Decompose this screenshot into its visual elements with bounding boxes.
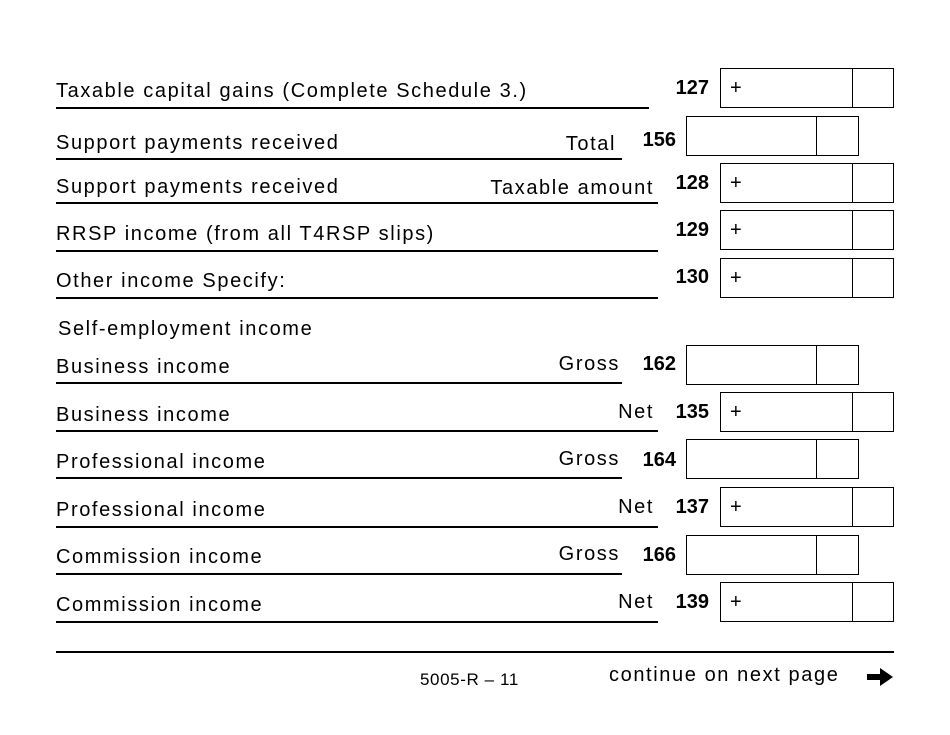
line-underline bbox=[56, 297, 658, 299]
plus-sign: + bbox=[730, 496, 742, 518]
amount-field-162[interactable] bbox=[686, 345, 859, 385]
line-label: Support payments received bbox=[56, 132, 340, 154]
line-code: 162 bbox=[642, 353, 676, 375]
section-heading: Self-employment income bbox=[58, 318, 314, 340]
line-code: 129 bbox=[675, 219, 709, 241]
plus-sign: + bbox=[730, 591, 742, 613]
line-label: Other income Specify: bbox=[56, 270, 287, 292]
line-code: 128 bbox=[675, 172, 709, 194]
cents-field-156[interactable] bbox=[817, 117, 858, 155]
line-code: 164 bbox=[642, 449, 676, 471]
amount-field-137[interactable] bbox=[720, 487, 894, 527]
line-right-label: Net bbox=[618, 496, 654, 518]
line-label: Commission income bbox=[56, 594, 264, 616]
line-right-label: Gross bbox=[558, 448, 620, 470]
line-right-label: Total bbox=[565, 133, 616, 155]
line-underline bbox=[56, 621, 658, 623]
cents-field-127[interactable] bbox=[853, 69, 893, 107]
amount-field-135[interactable] bbox=[720, 392, 894, 432]
line-underline bbox=[56, 573, 622, 575]
cents-field-135[interactable] bbox=[853, 393, 893, 431]
plus-sign: + bbox=[730, 77, 742, 99]
plus-sign: + bbox=[730, 267, 742, 289]
line-code: 130 bbox=[675, 266, 709, 288]
line-right-label: Gross bbox=[558, 353, 620, 375]
line-code: 156 bbox=[642, 129, 676, 151]
line-code: 127 bbox=[675, 77, 709, 99]
line-code: 135 bbox=[675, 401, 709, 423]
line-right-label: Net bbox=[618, 401, 654, 423]
line-code: 139 bbox=[675, 591, 709, 613]
cents-field-166[interactable] bbox=[817, 536, 858, 574]
cents-field-162[interactable] bbox=[817, 346, 858, 384]
line-label: Taxable capital gains (Complete Schedule 3.) bbox=[56, 80, 528, 102]
cents-field-164[interactable] bbox=[817, 440, 858, 478]
line-code: 137 bbox=[675, 496, 709, 518]
line-right-label: Net bbox=[618, 591, 654, 613]
amount-field-139[interactable] bbox=[720, 582, 894, 622]
amount-field-164[interactable] bbox=[686, 439, 859, 479]
line-label: Support payments received bbox=[56, 176, 340, 198]
line-underline bbox=[56, 250, 658, 252]
line-underline bbox=[56, 477, 622, 479]
line-underline bbox=[56, 382, 622, 384]
amount-field-166[interactable] bbox=[686, 535, 859, 575]
line-label: Business income bbox=[56, 404, 232, 426]
cents-field-128[interactable] bbox=[853, 164, 893, 202]
plus-sign: + bbox=[730, 219, 742, 241]
cents-field-139[interactable] bbox=[853, 583, 893, 621]
line-label: Business income bbox=[56, 356, 232, 378]
continue-text: continue on next page bbox=[609, 664, 840, 686]
line-label: RRSP income (from all T4RSP slips) bbox=[56, 223, 435, 245]
amount-field-156[interactable] bbox=[686, 116, 859, 156]
line-label: Professional income bbox=[56, 499, 267, 521]
line-underline bbox=[56, 526, 658, 528]
plus-sign: + bbox=[730, 401, 742, 423]
line-underline bbox=[56, 430, 658, 432]
form-number: 5005-R – 11 bbox=[420, 670, 519, 689]
amount-field-130[interactable] bbox=[720, 258, 894, 298]
amount-field-128[interactable] bbox=[720, 163, 894, 203]
amount-field-127[interactable] bbox=[720, 68, 894, 108]
line-label: Professional income bbox=[56, 451, 267, 473]
line-underline bbox=[56, 202, 658, 204]
cents-field-129[interactable] bbox=[853, 211, 893, 249]
line-right-label: Taxable amount bbox=[490, 177, 654, 199]
footer-divider bbox=[56, 651, 894, 653]
line-underline bbox=[56, 107, 649, 109]
line-code: 166 bbox=[642, 544, 676, 566]
right-arrow-icon bbox=[866, 666, 894, 688]
cents-field-130[interactable] bbox=[853, 259, 893, 297]
line-right-label: Gross bbox=[558, 543, 620, 565]
line-label: Commission income bbox=[56, 546, 264, 568]
amount-field-129[interactable] bbox=[720, 210, 894, 250]
plus-sign: + bbox=[730, 172, 742, 194]
cents-field-137[interactable] bbox=[853, 488, 893, 526]
line-underline bbox=[56, 158, 622, 160]
